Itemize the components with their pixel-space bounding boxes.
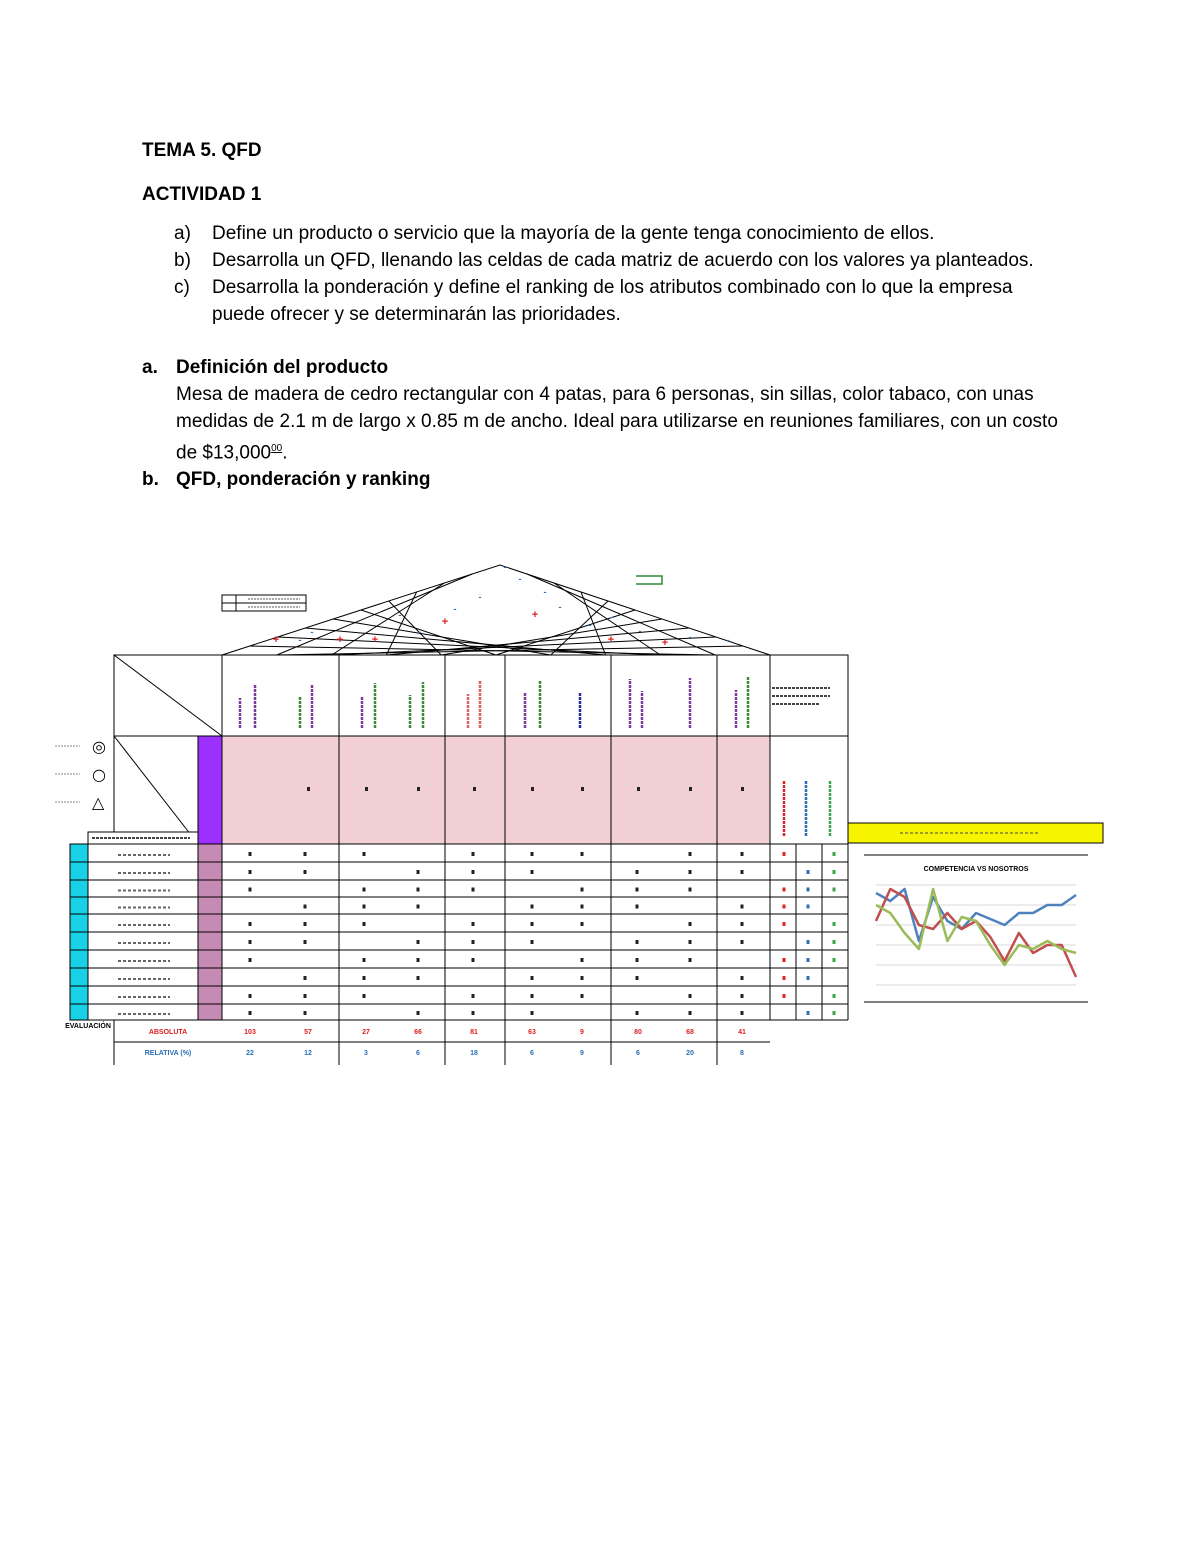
roof-legend <box>222 595 306 611</box>
cell-mark <box>636 1011 639 1015</box>
cell-mark <box>249 958 252 962</box>
roof-plus-mark: + <box>661 637 669 649</box>
cell-mark <box>783 888 786 892</box>
cell-mark <box>807 870 810 874</box>
absolute-value: 57 <box>304 1029 312 1036</box>
customer-requirements-grid <box>70 832 848 1020</box>
cell-mark <box>741 994 744 998</box>
relative-value: 6 <box>416 1050 420 1057</box>
cell-mark <box>417 870 420 874</box>
body-text: Mesa de madera de cedro rectangular con 4 patas, para 6 personas, sin sillas, color tabaco, con unas medidas de 2.1 m de largo x 0.85 m de ancho. Ideal para utilizarse en reuniones familiares, con un costo de $13,000 <box>176 384 1058 464</box>
list-item <box>142 220 1062 247</box>
relative-value: 3 <box>364 1050 368 1057</box>
section-marker: a. <box>142 357 158 378</box>
roof-minus-mark: - <box>398 610 402 620</box>
band-mark <box>741 787 744 791</box>
cell-mark <box>807 976 810 980</box>
roof-plus-mark: + <box>336 634 344 646</box>
document-text <box>142 140 1062 493</box>
cell-mark <box>636 888 639 892</box>
cell-mark <box>417 940 420 944</box>
cell-mark <box>636 870 639 874</box>
superscript: 00 <box>271 443 283 454</box>
chart-lines <box>876 889 1076 977</box>
cell-mark <box>531 940 534 944</box>
cell-mark <box>304 870 307 874</box>
section-marker: b. <box>142 469 159 491</box>
section-b <box>142 466 1062 493</box>
absolute-value: 103 <box>244 1029 256 1036</box>
cell-mark <box>581 888 584 892</box>
section-title: Definición del producto <box>176 357 389 378</box>
section-a <box>142 354 1062 466</box>
cell-mark <box>249 870 252 874</box>
cell-mark <box>807 905 810 909</box>
cell-mark <box>636 940 639 944</box>
cell-mark <box>741 905 744 909</box>
cell-mark <box>531 976 534 980</box>
competition-chart <box>864 855 1088 1002</box>
list-marker: c) <box>174 277 190 298</box>
roof-plus-mark: + <box>607 634 615 646</box>
cell-mark <box>833 940 836 944</box>
cell-mark <box>783 922 786 926</box>
roof-minus-mark: - <box>518 574 522 584</box>
list-item <box>142 274 1062 328</box>
roof-minus-mark: - <box>558 602 562 612</box>
cell-mark <box>689 940 692 944</box>
cell-mark <box>807 940 810 944</box>
cell-mark <box>472 958 475 962</box>
cell-mark <box>833 958 836 962</box>
band-mark <box>473 787 476 791</box>
cell-mark <box>689 958 692 962</box>
relative-value: 8 <box>740 1050 744 1057</box>
band-mark <box>307 787 310 791</box>
roof-minus-mark: - <box>310 627 314 637</box>
cell-mark <box>363 976 366 980</box>
chart-title: COMPETENCIA VS NOSOTROS <box>923 866 1029 873</box>
roof-grid <box>250 574 743 655</box>
cell-mark <box>689 870 692 874</box>
cell-mark <box>417 958 420 962</box>
cell-mark <box>636 905 639 909</box>
relative-value: 12 <box>304 1050 312 1057</box>
roof-mark-icon <box>636 576 662 584</box>
cell-mark <box>689 888 692 892</box>
tech-labels <box>240 677 830 728</box>
band-mark <box>417 787 420 791</box>
relative-label: RELATIVA (%) <box>144 1050 192 1057</box>
roof-plus-mark: + <box>531 609 539 621</box>
roof-minus-mark: - <box>588 620 592 630</box>
cell-mark <box>636 976 639 980</box>
evaluation-label: EVALUACIÓN <box>65 1023 111 1030</box>
cell-mark <box>689 1011 692 1015</box>
cell-mark <box>783 905 786 909</box>
section-title: QFD, ponderación y ranking <box>176 469 431 491</box>
relative-value: 18 <box>470 1050 478 1057</box>
cell-mark <box>531 852 534 856</box>
roof-minus-mark: - <box>688 632 692 642</box>
steps-list <box>142 220 1062 328</box>
cell-mark <box>363 888 366 892</box>
list-text: Desarrolla un QFD, llenando las celdas de cada matriz de acuerdo con los valores ya planteados. <box>212 250 1034 271</box>
cell-mark <box>833 852 836 856</box>
relative-value: 20 <box>686 1050 694 1057</box>
cell-mark <box>472 940 475 944</box>
relative-value: 22 <box>246 1050 254 1057</box>
qfd-figure <box>0 540 1200 1080</box>
weak-relationship-icon: △ <box>92 793 105 812</box>
cell-mark <box>531 870 534 874</box>
cell-mark <box>304 994 307 998</box>
roof-plus-mark: + <box>371 634 379 646</box>
cell-mark <box>833 888 836 892</box>
absolute-value: 66 <box>414 1029 422 1036</box>
cell-mark <box>783 976 786 980</box>
section-body <box>176 381 1062 466</box>
roof-line <box>527 574 715 655</box>
cell-mark <box>581 976 584 980</box>
cell-mark <box>807 888 810 892</box>
cell-mark <box>417 888 420 892</box>
list-marker: b) <box>174 250 191 271</box>
cell-mark <box>363 905 366 909</box>
cell-mark <box>741 940 744 944</box>
comparison-labels <box>784 780 830 836</box>
cell-mark <box>417 976 420 980</box>
roof-minus-mark: - <box>453 604 457 614</box>
cell-mark <box>304 940 307 944</box>
page-title: TEMA 5. QFD <box>142 140 262 161</box>
cell-mark <box>472 994 475 998</box>
cell-mark <box>249 940 252 944</box>
cell-mark <box>249 888 252 892</box>
roof-minus-mark: - <box>418 627 422 637</box>
roof-minus-mark: - <box>298 635 302 645</box>
absolute-value: 9 <box>580 1029 584 1036</box>
roof-line <box>386 592 416 655</box>
cell-mark <box>304 1011 307 1015</box>
cell-mark <box>472 852 475 856</box>
list-text: Desarrolla la ponderación y define el ranking de los atributos combinado con lo que la empresa puede ofrecer y se determinarán las prioridades. <box>212 277 1013 325</box>
band-mark <box>637 787 640 791</box>
cell-mark <box>363 922 366 926</box>
cell-mark <box>581 852 584 856</box>
relative-value: 6 <box>636 1050 640 1057</box>
cell-mark <box>833 1011 836 1015</box>
relationship-band <box>222 736 770 844</box>
cell-mark <box>304 905 307 909</box>
cell-mark <box>417 1011 420 1015</box>
cell-mark <box>363 852 366 856</box>
cell-mark <box>636 958 639 962</box>
cell-mark <box>472 870 475 874</box>
cell-mark <box>472 922 475 926</box>
cell-mark <box>689 922 692 926</box>
cell-mark <box>417 905 420 909</box>
list-text: Define un producto o servicio que la mayoría de la gente tenga conocimiento de ellos. <box>212 223 935 244</box>
absolute-value: 81 <box>470 1029 478 1036</box>
cell-mark <box>581 994 584 998</box>
cell-mark <box>249 852 252 856</box>
relative-value: 9 <box>580 1050 584 1057</box>
cell-mark <box>581 958 584 962</box>
cell-mark <box>741 1011 744 1015</box>
cell-mark <box>363 994 366 998</box>
cell-mark <box>741 852 744 856</box>
absolute-value: 27 <box>362 1029 370 1036</box>
list-marker: a) <box>174 223 191 244</box>
qfd-house-of-quality <box>0 540 1200 1080</box>
medium-relationship-icon: ○ <box>92 765 106 784</box>
cell-mark <box>741 870 744 874</box>
priority-column <box>198 736 222 844</box>
list-item <box>142 247 1062 274</box>
cell-mark <box>472 1011 475 1015</box>
roof-minus-mark: - <box>610 612 614 622</box>
band-mark <box>581 787 584 791</box>
roof-line <box>389 601 441 655</box>
cell-mark <box>531 905 534 909</box>
activity-title: ACTIVIDAD 1 <box>142 184 262 205</box>
cell-mark <box>783 958 786 962</box>
cell-mark <box>363 958 366 962</box>
cell-mark <box>833 870 836 874</box>
evaluation-section <box>65 1020 770 1065</box>
cell-mark <box>581 905 584 909</box>
cell-mark <box>783 994 786 998</box>
roof-minus-mark: - <box>638 626 642 636</box>
cell-mark <box>689 994 692 998</box>
cell-mark <box>304 852 307 856</box>
absolute-value: 80 <box>634 1029 642 1036</box>
band-mark <box>531 787 534 791</box>
cell-mark <box>531 922 534 926</box>
cell-mark <box>783 852 786 856</box>
absolute-label: ABSOLUTA <box>148 1029 188 1036</box>
absolute-value: 41 <box>738 1029 746 1036</box>
cell-mark <box>807 1011 810 1015</box>
cell-mark <box>689 852 692 856</box>
cell-mark <box>741 922 744 926</box>
roof-plus-mark: + <box>441 616 449 628</box>
cell-mark <box>833 994 836 998</box>
cell-mark <box>249 1011 252 1015</box>
relative-value: 6 <box>530 1050 534 1057</box>
cell-mark <box>304 976 307 980</box>
roof-minus-mark: - <box>478 592 482 602</box>
body-end: . <box>282 442 288 464</box>
cell-mark <box>807 958 810 962</box>
cell-mark <box>249 994 252 998</box>
absolute-value: 68 <box>686 1029 694 1036</box>
strength-legend <box>55 737 106 812</box>
absolute-value: 63 <box>528 1029 536 1036</box>
roof-minus-mark: - <box>543 587 547 597</box>
cell-mark <box>741 976 744 980</box>
cell-mark <box>249 922 252 926</box>
cell-mark <box>581 922 584 926</box>
cell-mark <box>531 1011 534 1015</box>
band-mark <box>365 787 368 791</box>
strong-relationship-icon: ◎ <box>92 737 106 756</box>
roof-minus-mark: - <box>503 562 507 572</box>
cell-mark <box>472 888 475 892</box>
cell-mark <box>833 922 836 926</box>
cell-mark <box>531 994 534 998</box>
cell-mark <box>304 922 307 926</box>
roof-plus-mark: + <box>272 634 280 646</box>
roof-minus-mark: - <box>726 635 730 645</box>
band-mark <box>689 787 692 791</box>
